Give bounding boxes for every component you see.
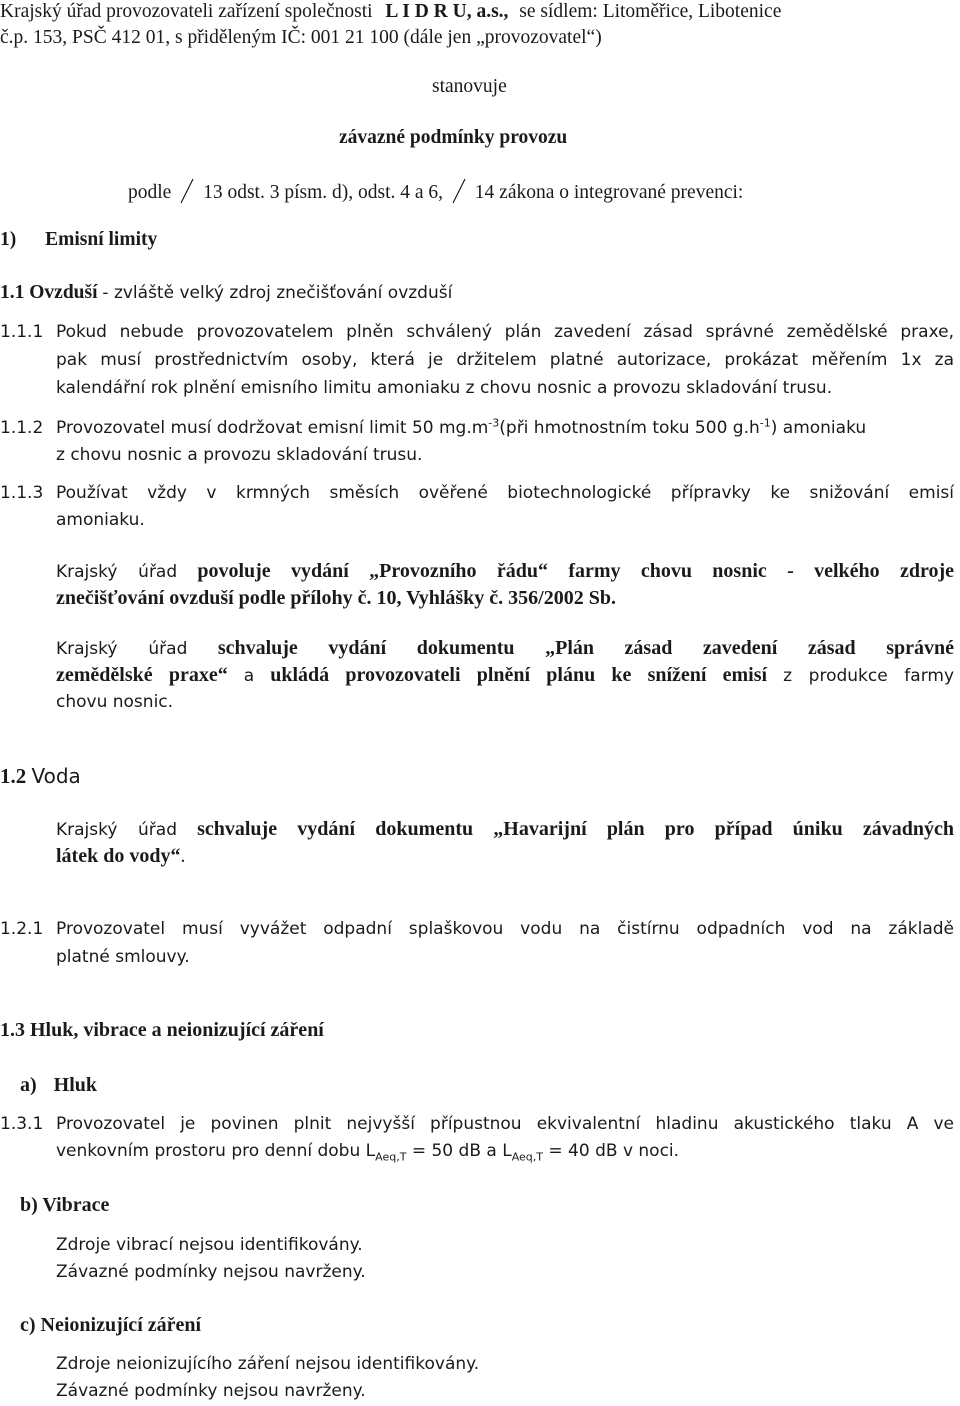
neionizujici-text: Zdroje neionizujícího záření nejsou identifikovány. [56,1354,480,1374]
para-1-2-1-line: platné smlouvy. [56,947,190,967]
para-1-1-3-num: 1.1.3 [0,483,44,503]
para-text: a [243,666,255,686]
para-1-1-1-num: 1.1.1 [0,322,44,342]
neionizujici-text: Závazné podmínky nejsou navrženy. [56,1381,366,1401]
para-text-bold: schvaluje vydání dokumentu „Plán zásad zavedení zásad správné [217,637,955,659]
section-number: 1.1 [0,282,25,303]
para-1-2-1-num: 1.2.1 [0,919,44,939]
section-title: Hluk, vibrace a neionizující záření [30,1019,324,1041]
permit-2-line [56,636,954,661]
para-text-bold: látek do vody“ [56,845,181,867]
section-subtitle: - zvláště velký zdroj znečišťování ovzduší [102,283,453,303]
para-1-1-3-line: Používat vždy v krmných směsích ověřené biotechnologické přípravky ke snižování emisí [56,483,954,503]
superscript: -1 [759,416,771,430]
section-number: 1.2 [0,764,27,788]
superscript: -3 [488,416,500,430]
para-1-1-1-line: kalendářní rok plnění emisního limitu amoniaku z chovu nosnic a provozu skladování trusu. [56,378,833,398]
permit-1-line [56,559,954,584]
legal-basis [128,178,743,205]
para-text: . [180,846,186,867]
para-text-bold: povoluje vydání „Provozního řádu“ farmy chovu nosnic - velkého zdroje [197,560,955,582]
stanovuje: stanovuje [432,76,507,97]
section-1-heading [0,228,157,252]
para-1-1-1-line: Pokud nebude provozovatelem plněn schválený plán zavedení zásad správné zemědělské praxe, [56,322,954,342]
basis-text: 14 zákona o integrované prevenci: [474,182,744,203]
header-line-2: č.p. 153, PSČ 412 01, s přiděleným IČ: 001 21 100 (dále jen „provozovatel“) [0,27,602,48]
permit-2-line [56,663,954,688]
para-1-1-1-line: pak musí prostřednictvím osoby, která je držitelem platné autorizace, prokázat měřením 1x za [56,350,954,370]
permit-3-line [56,844,185,869]
section-1-2-heading [0,764,81,788]
subsection-title: Hluk [53,1074,98,1096]
para-1-1-2-line: z chovu nosnic a provozu skladování trusu. [56,445,423,465]
para-text: = 50 dB a L [411,1141,512,1161]
company-name: L I D R U, a.s., [385,1,509,22]
para-text: z produkce farmy [783,666,954,686]
subscript: Aeq,T [511,1150,543,1164]
subsection-a-heading [20,1073,97,1097]
subsection-number: a) [20,1074,37,1096]
para-1-1-3-line: amoniaku. [56,510,145,530]
header-line-1 [0,0,781,24]
header-text: Krajský úřad provozovateli zařízení společnosti [0,1,373,22]
section-sign-icon [176,178,198,204]
section-1-3-heading [0,1018,324,1042]
permit-2-line: chovu nosnic. [56,692,174,712]
para-text-bold: schvaluje vydání dokumentu „Havarijní plán pro případ úniku závadných [197,818,955,840]
section-number: 1.3 [0,1019,25,1041]
para-1-3-1-num: 1.3.1 [0,1114,44,1134]
header-seat: se sídlem: Litoměřice, Libotenice [519,1,782,22]
section-title: Emisní limity [45,229,158,250]
para-text-bold: zemědělské praxe“ [56,664,228,686]
section-title: Ovzduší [29,282,98,303]
subsection-c-heading: c) Neionizující záření [20,1314,202,1336]
para-text: = 40 dB v noci. [548,1141,680,1161]
para-1-3-1-line: Provozovatel je povinen plnit nejvyšší přípustnou ekvivalentní hladinu akustického tlaku A ve [56,1114,954,1134]
permit-1-line: znečišťování ovzduší podle přílohy č. 10, Vyhlášky č. 356/2002 Sb. [56,587,616,609]
para-text-bold: ukládá provozovateli plnění plánu ke snížení emisí [270,664,768,686]
para-text: Krajský úřad [56,820,178,840]
para-text: (při hmotnostním toku 500 g.h [499,418,760,438]
para-text: Provozovatel musí dodržovat emisní limit 50 mg.m [56,418,489,438]
para-text: ) amoniaku [770,418,867,438]
permit-3-line [56,817,954,842]
para-text: Krajský úřad [56,639,188,659]
para-text: venkovním prostoru pro denní dobu L [56,1141,376,1161]
basis-text: 13 odst. 3 písm. d), odst. 4 a 6, [203,182,444,203]
document-title: závazné podmínky provozu [339,127,568,148]
subsection-b-heading: b) Vibrace [20,1194,110,1216]
para-1-2-1-line: Provozovatel musí vyvážet odpadní splaškovou vodu na čistírnu odpadních vod na základě [56,919,954,939]
vibrace-text: Zdroje vibrací nejsou identifikovány. [56,1235,363,1255]
para-1-1-2-num: 1.1.2 [0,418,44,438]
subscript: Aeq,T [375,1150,407,1164]
section-number: 1) [0,229,17,250]
para-1-3-1-line [56,1139,679,1163]
section-title: Voda [31,764,81,788]
para-1-1-2-line [56,416,866,440]
vibrace-text: Závazné podmínky nejsou navrženy. [56,1262,366,1282]
section-sign-icon [448,178,470,204]
section-1-1-heading [0,281,452,305]
para-text: Krajský úřad [56,562,178,582]
basis-text: podle [128,182,172,203]
